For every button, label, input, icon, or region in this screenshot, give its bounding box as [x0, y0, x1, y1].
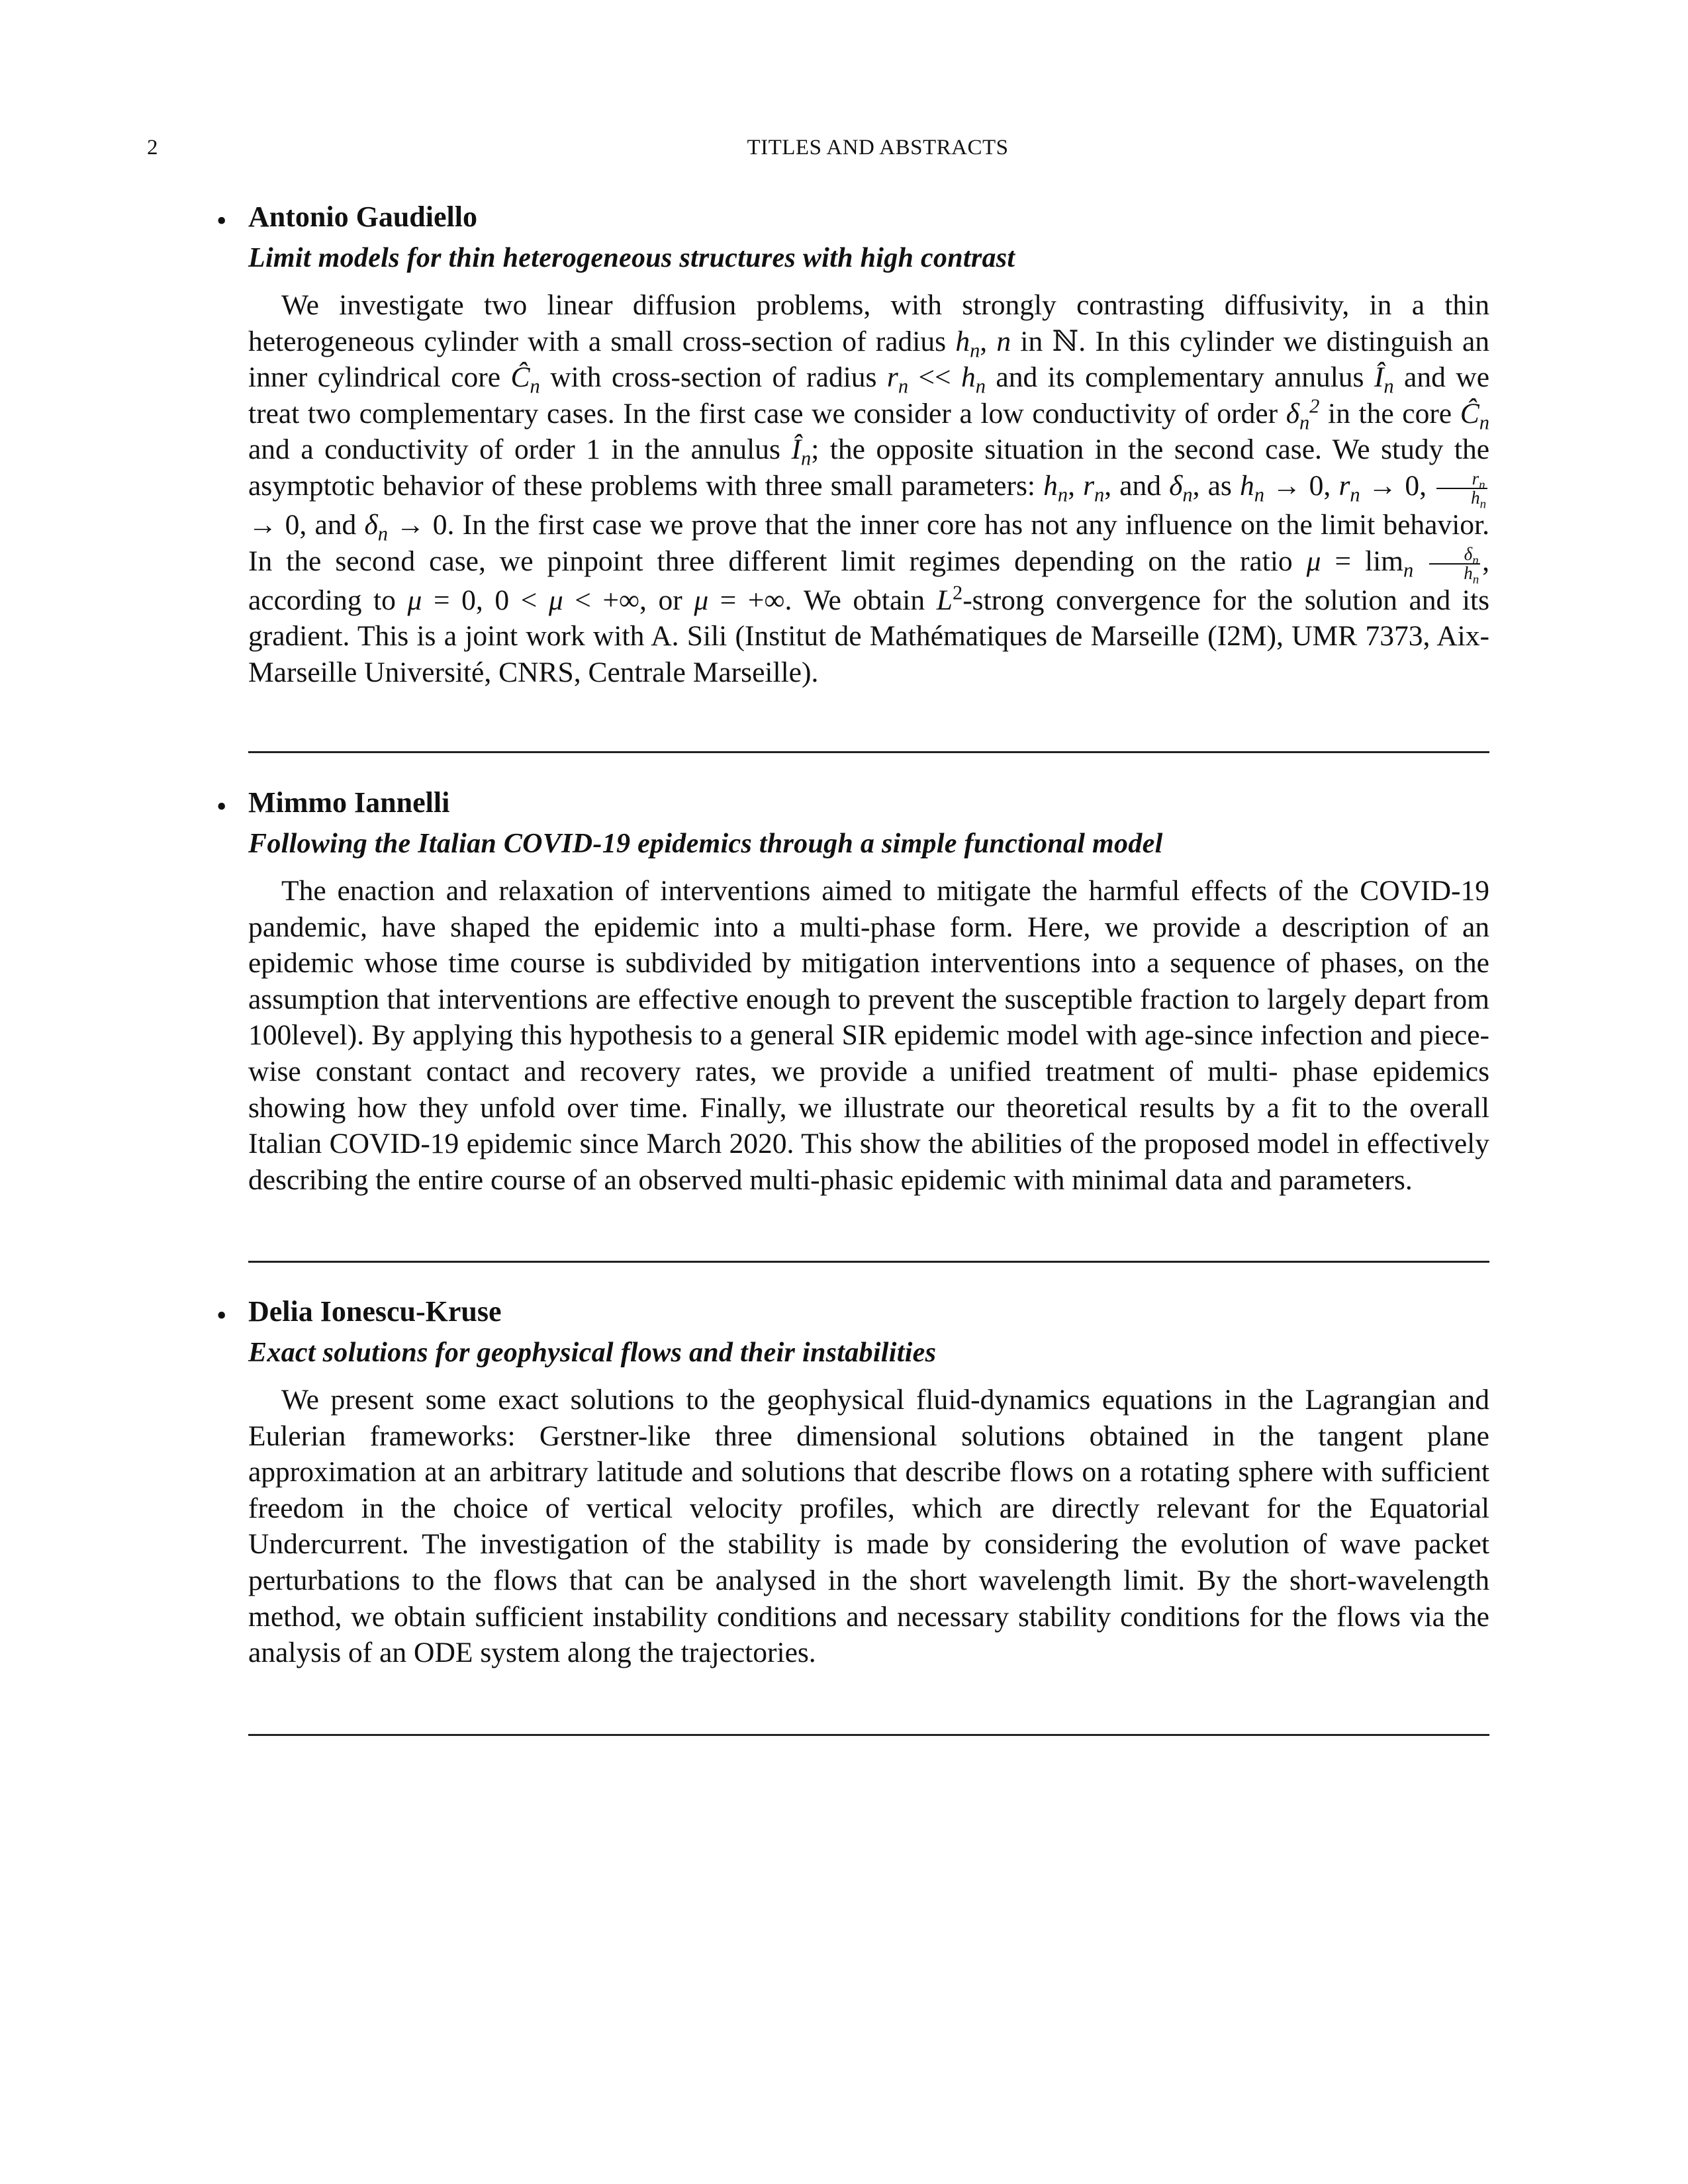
abstract-text: The enaction and relaxation of interventions aimed to mitigate the harmful effects of the COVID-19 pandemic, have shaped the epidemic into a multi-phase form. Here, we provide a description of an epidemic whose time course is subdivided by mitigation interventions into a sequence of phases, on the assumption that interventions are effective enough to prevent the susceptible fraction to largely depart from 100level). By applying this hypothesis to a general SIR epidemic model with age-since infection and piece-wise constant contact and recovery rates, we provide a unified treatment of multi- phase epidemics showing how they unfold over time. Finally, we illustrate our theoretical results by a fit to the overall Italian COVID-19 epidemic since March 2020. This show the abilities of the proposed model in effectively describing the entire course of an observed multi-phasic epidemic with minimal data and parameters. [248, 875, 1489, 1196]
bullet-icon: • [216, 790, 227, 823]
abstract-entry [216, 197, 1490, 690]
abstract-text: We investigate two linear diffusion problems, with strongly contrasting diffusivity, in a thin heterogeneous cylinder with a small cross-section of radius $h_n$, n in ℕ. In this cylinder we distinguish an inner cylindrical core $Ĉ_n$ with cross-section of radius $r_n << h_n$ and its complementary annulus $Î_n$ and we treat two complementary cases. In the first case we consider a low conductivity of order $\delta_n^2$ in the core $Ĉ_n$ and a conductivity of order 1 in the annulus $Î_n$; the opposite situation in the second case. We study the asymptotic behavior of these problems with three small parameters: $h_n$, $r_n$, and $\delta_n$, as $h_n \to 0$, $r_n \to 0$, $\frac{r_n}{h_n}$ → 0, and $\delta_n \to 0$. In the first case we prove that the inner core has not any influence on the limit behavior. In the second case, we pinpoint three different limit regimes depending on the ratio $\mu = \lim_n$ $\frac{\delta_n}{h_n}$ , according to μ = 0, 0 < μ < +∞, or μ = +∞. We obtain $L^2$-strong convergence for the solution and its gradient. This is a joint work with A. Sili (Institut de Mathématiques de Marseille (I2M), UMR 7373, Aix-Marseille Université, CNRS, Centrale Marseille). [248, 289, 1490, 688]
running-head [147, 136, 1489, 169]
talk-title: Limit models for thin heterogeneous structures with high contrast [248, 243, 1015, 273]
bullet-icon: • [216, 1299, 227, 1332]
speaker-name: Antonio Gaudiello [248, 201, 477, 233]
section-divider [248, 1261, 1489, 1263]
running-title: TITLES AND ABSTRACTS [747, 136, 1009, 159]
abstract-entry [216, 783, 1489, 1198]
section-divider [248, 1734, 1489, 1736]
abstract-entry [216, 1292, 1489, 1671]
speaker-name: Mimmo Iannelli [248, 786, 450, 819]
talk-title: Exact solutions for geophysical flows and their instabilities [248, 1338, 937, 1368]
talk-title: Following the Italian COVID-19 epidemics through a simple functional model [248, 829, 1163, 859]
bullet-icon: • [216, 205, 227, 237]
page-number: 2 [147, 136, 158, 159]
speaker-name: Delia Ionescu-Kruse [248, 1295, 502, 1328]
abstract-text: We present some exact solutions to the geophysical fluid-dynamics equations in the Lagrangian and Eulerian frameworks: Gerstner-like three dimensional solutions obtained in the tangent plane approximation at an arbitrary latitude and solutions that describe flows on a rotating sphere with sufficient freedom in the choice of vertical velocity profiles, which are directly relevant for the Equatorial Undercurrent. The investigation of the stability is made by considering the evolution of wave packet perturbations to the flows that can be analysed in the short wavelength limit. By the short-wavelength method, we obtain sufficient instability conditions and necessary stability conditions for the flows via the analysis of an ODE system along the trajectories. [248, 1384, 1489, 1669]
section-divider [248, 751, 1489, 753]
